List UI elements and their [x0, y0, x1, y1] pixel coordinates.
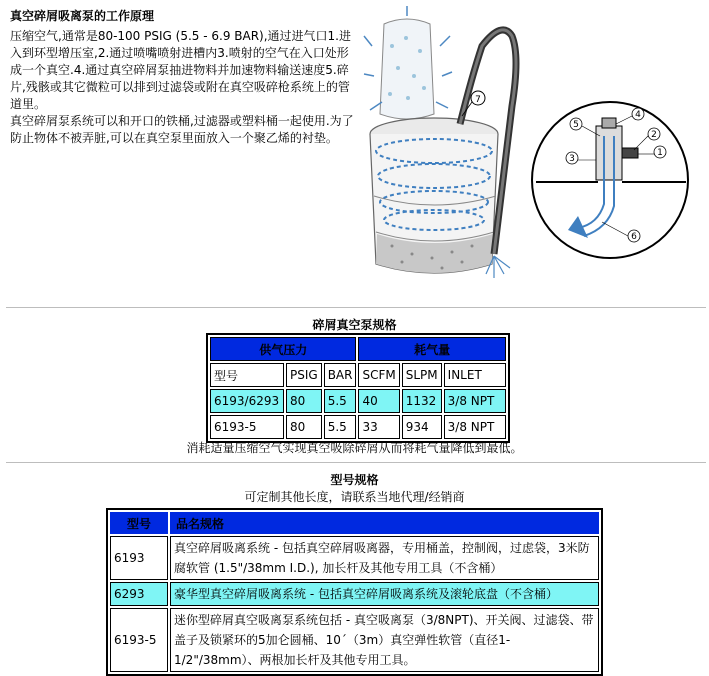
spec-table: [206, 333, 510, 443]
nozzle-callout-2: 2: [651, 130, 657, 140]
model-table: [106, 508, 603, 676]
model-col-code: 型号: [110, 512, 168, 534]
model-desc: 豪华型真空碎屑吸离系统 - 包括真空碎屑吸离系统及滚轮底盘（不含桶）: [170, 582, 599, 606]
spec-cell: 3/8 NPT: [444, 415, 506, 439]
section-divider-1: [6, 307, 706, 308]
intro-paragraph-2: 真空碎屑泵系统可以和开口的铁桶,过滤器或塑料桶一起使用.为了防止物体不被弄脏,可以在真空泵里面放入一个聚乙烯的衬垫。: [10, 114, 354, 145]
spec-col-model: 型号: [210, 363, 284, 387]
spec-cell: 5.5: [324, 389, 357, 413]
vacuum-drum-illustration: [362, 6, 528, 288]
table-row: [210, 389, 506, 413]
spec-cell: 6193-5: [210, 415, 284, 439]
spec-col-scfm: SCFM: [358, 363, 399, 387]
intro-title: 真空碎屑吸离泵的工作原理: [10, 9, 155, 23]
spec-group-header-consumption: 耗气量: [358, 337, 505, 361]
model-code: 6193: [110, 536, 168, 580]
nozzle-callout-6: 6: [631, 232, 637, 242]
spec-cell: 5.5: [324, 415, 357, 439]
model-code: 6293: [110, 582, 168, 606]
spec-cell: 33: [358, 415, 399, 439]
spec-cell: 80: [286, 415, 322, 439]
spec-cell: 3/8 NPT: [444, 389, 506, 413]
nozzle-cross-section-illustration: [528, 96, 706, 262]
spec-col-psig: PSIG: [286, 363, 322, 387]
table-row: [110, 582, 599, 606]
table-row: [210, 415, 506, 439]
spec-cell: 6193/6293: [210, 389, 284, 413]
drum-callout-7: 7: [475, 95, 481, 105]
section-divider-2: [6, 462, 706, 463]
spec-col-slpm: SLPM: [402, 363, 442, 387]
model-col-desc: 品名规格: [170, 512, 599, 534]
spec-table-note: 消耗适量压缩空气实现真空吸除碎屑从而将耗气量降低到最低。: [186, 441, 523, 455]
intro-paragraph-1: 压缩空气,通常是80-100 PSIG (5.5 - 6.9 BAR),通过进气口1.进入到环型增压室,2.通过喷嘴喷射进槽内3.喷射的空气在入口处形成一个真空.4.通过真空碎屑泵抽进物料并加速物料输送速度5.碎片,残骸或其它微粒可以排到过滤袋或附在真空吸碎枪系统上的管道里。: [10, 29, 351, 111]
model-code: 6193-5: [110, 608, 168, 672]
model-desc: 真空碎屑吸离系统 - 包括真空碎屑吸离器，专用桶盖，控制阀，过虑袋，3米防腐软管 (1.5"/38mm I.D.), 加长杆及其他专用工具（不含桶）: [170, 536, 599, 580]
table-row: [110, 608, 599, 672]
nozzle-callout-4: 4: [635, 110, 641, 120]
spec-cell: 80: [286, 389, 322, 413]
model-table-title: 型号规格: [330, 473, 379, 487]
spec-cell: 1132: [402, 389, 442, 413]
spec-column-header-row: [210, 363, 506, 387]
spec-cell: 40: [358, 389, 399, 413]
nozzle-callout-1: 1: [657, 148, 663, 158]
model-desc: 迷你型碎屑真空吸离泵系统包括 - 真空吸离泵（3/8NPT)、开关阀、过滤袋、带盖子及锁紧环的5加仑圆桶、10´（3m）真空弹性软管（直径1-1/2"/38mm）、两根加长杆及其他专用工具。: [170, 608, 599, 672]
table-row: [110, 536, 599, 580]
nozzle-callout-5: 5: [573, 120, 579, 130]
intro-section: [10, 8, 358, 147]
spec-col-inlet: INLET: [444, 363, 506, 387]
spec-cell: 934: [402, 415, 442, 439]
spec-table-title: 碎屑真空泵规格: [312, 318, 397, 332]
spec-group-header-pressure: 供气压力: [210, 337, 356, 361]
spec-col-bar: BAR: [324, 363, 357, 387]
model-table-subtitle: 可定制其他长度，请联系当地代理/经销商: [244, 490, 465, 504]
nozzle-callout-3: 3: [569, 154, 575, 164]
